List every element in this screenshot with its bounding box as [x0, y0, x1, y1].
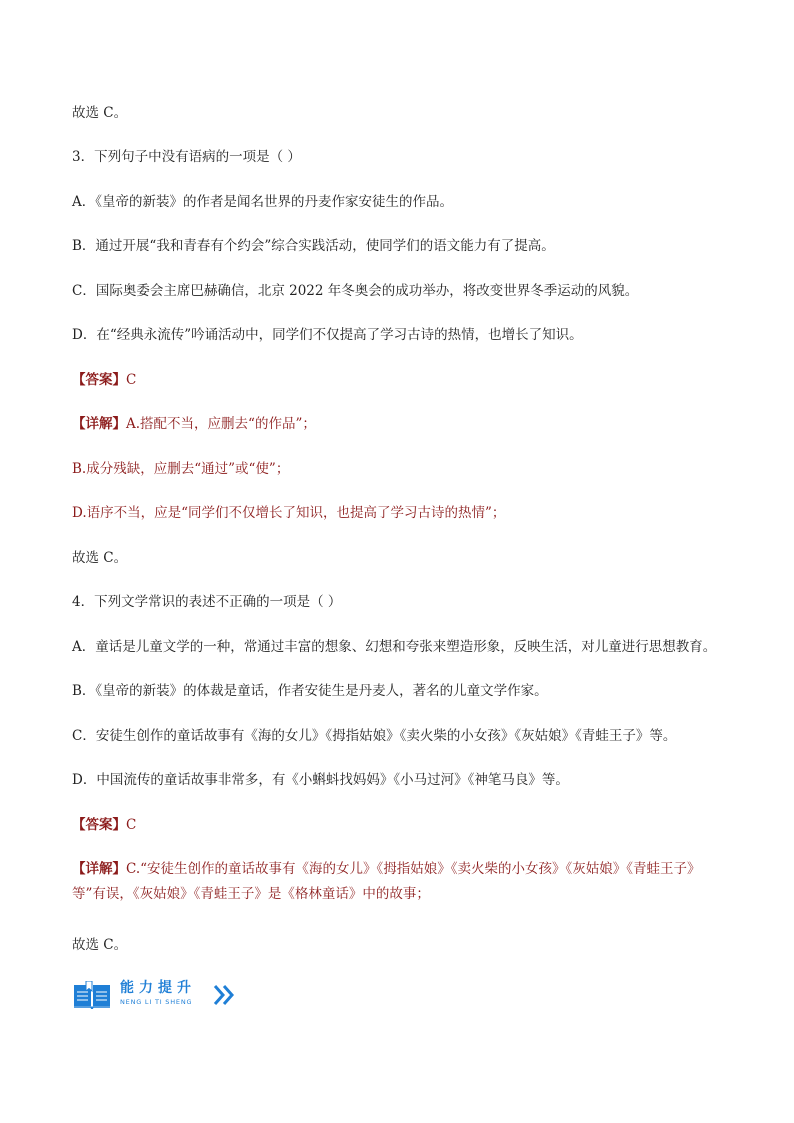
question-4-detail	[72, 857, 732, 907]
question-3-stem: 3．下列句子中没有语病的一项是（ ）	[72, 149, 301, 165]
section-banner-ability	[72, 980, 272, 1010]
question-4-stem: 4．下列文学常识的表述不正确的一项是（ ）	[72, 594, 342, 610]
answer-value: C	[126, 372, 137, 388]
question-4-option-a: A．童话是儿童文学的一种，常通过丰富的想象、幻想和夸张来塑造形象，反映生活，对儿童进行思想教育。	[72, 639, 717, 655]
question-3-detail-a	[72, 414, 316, 434]
question-3-option-c: C．国际奥委会主席巴赫确信，北京 2022 年冬奥会的成功举办，将改变世界冬季运动的风貌。	[72, 283, 639, 299]
double-chevron-right-icon	[212, 982, 238, 1008]
question-3-answer	[72, 370, 136, 390]
answer-tag: 【答案】	[72, 817, 126, 833]
detail-text: A.搭配不当，应删去“的作品”；	[126, 416, 316, 432]
conclusion-2: 故选 C。	[72, 550, 128, 566]
banner-title: 能力提升	[120, 980, 196, 996]
question-4-answer	[72, 815, 136, 835]
question-4-option-b: B．《皇帝的新装》的体裁是童话，作者安徒生是丹麦人，著名的儿童文学作家。	[72, 683, 548, 699]
detail-tag: 【详解】	[72, 861, 126, 877]
question-4-option-c: C．安徒生创作的童话故事有《海的女儿》《拇指姑娘》《卖火柴的小女孩》《灰姑娘》《青蛙王子》等。	[72, 728, 677, 744]
banner-pinyin: NENG LI TI SHENG	[120, 998, 193, 1006]
question-3-option-d: D．在“经典永流传”吟诵活动中，同学们不仅提高了学习古诗的热情，也增长了知识。	[72, 327, 583, 343]
open-book-icon	[72, 981, 112, 1009]
question-3-detail-d: D.语序不当，应是“同学们不仅增长了知识，也提高了学习古诗的热情”；	[72, 505, 506, 521]
conclusion-3: 故选 C。	[72, 937, 128, 953]
question-3-detail-b: B.成分残缺，应删去“通过”或“使”；	[72, 461, 290, 477]
detail-text: C.“安徒生创作的童话故事有《海的女儿》《拇指姑娘》《卖火柴的小女孩》《灰姑娘》《青蛙王子》等”有误，《灰姑娘》《青蛙王子》是《格林童话》中的故事；	[72, 861, 701, 902]
conclusion-1: 故选 C。	[72, 105, 128, 121]
answer-tag: 【答案】	[72, 372, 126, 388]
answer-value: C	[126, 817, 137, 833]
question-3-option-a: A．《皇帝的新装》的作者是闻名世界的丹麦作家安徒生的作品。	[72, 194, 453, 210]
question-4-option-d: D．中国流传的童话故事非常多，有《小蝌蚪找妈妈》《小马过河》《神笔马良》等。	[72, 772, 569, 788]
detail-tag: 【详解】	[72, 416, 126, 432]
question-3-option-b: B．通过开展“我和青春有个约会”综合实践活动，使同学们的语文能力有了提高。	[72, 238, 555, 254]
